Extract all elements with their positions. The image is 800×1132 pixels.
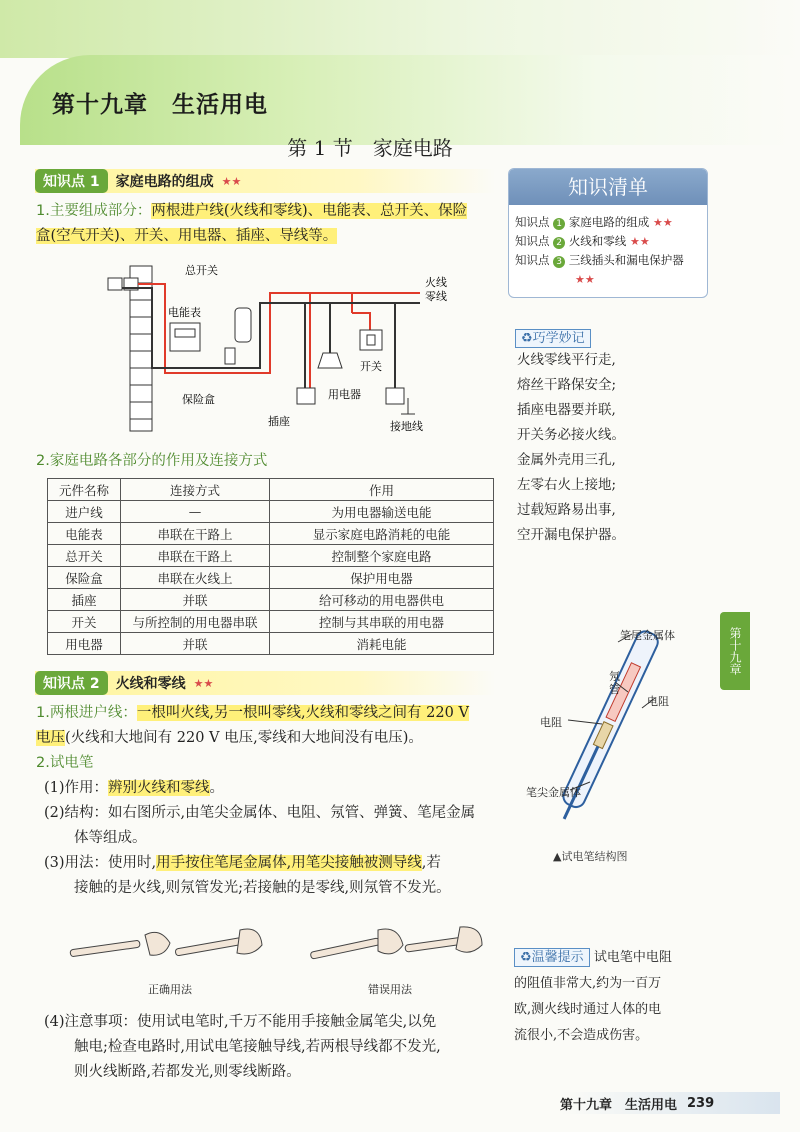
table-row (48, 633, 494, 655)
poem-line: 左零右火上接地; (517, 477, 617, 493)
s2-heading: 2.试电笔 (36, 755, 94, 771)
usage-correct-label: 正确用法 (148, 983, 192, 996)
table-cell: 用电器 (48, 633, 121, 655)
label-switch: 开关 (360, 360, 382, 373)
tip2-tag (514, 948, 590, 967)
kp1-title: 家庭电路的组成 (115, 174, 214, 190)
label-total-switch: 总开关 (185, 264, 218, 277)
tip2-line2: 的阻值非常大,约为一百万 (514, 976, 662, 991)
correct-usage-pens (70, 929, 262, 957)
p1-text-b: 盒(空气开关)、开关、用电器、插座、导线等。 (36, 228, 338, 244)
tip1-tag-text: 巧学妙记 (532, 331, 585, 346)
checklist-prefix: 知识点 (515, 234, 550, 248)
kp1-tag: 知识点 1 (35, 169, 108, 193)
table-cell: 串联在干路上 (121, 523, 270, 545)
footer (560, 1092, 780, 1114)
table-row (48, 545, 494, 567)
table-cell: 显示家庭电路消耗的电能 (270, 523, 494, 545)
main-switch-shape (235, 308, 251, 342)
label-neon: 氖管 (609, 670, 620, 696)
table-cell: 控制与其串联的用电器 (270, 611, 494, 633)
table-header-row (48, 479, 494, 501)
checklist-prefix: 知识点 (515, 215, 550, 229)
table-header: 连接方式 (121, 479, 270, 501)
s2-1-end: 。 (209, 780, 225, 796)
ground-socket-shape (386, 388, 404, 404)
s1-hl-b: 电压 (36, 730, 65, 746)
checklist-prefix: 知识点 (515, 253, 550, 267)
kp2-stars: ★★ (193, 676, 214, 690)
kp2-title: 火线和零线 (115, 676, 186, 692)
label-tail-metal: 笔尾金属体 (620, 629, 675, 642)
table-cell: 开关 (48, 611, 121, 633)
tip1-icon: ♻ (521, 331, 533, 346)
lamp-shape (318, 353, 342, 368)
s2-3-b: 接触的是火线,则氖管发光;若接触的是零线,则氖管不发光。 (74, 880, 451, 896)
checklist-stars: ★★ (652, 216, 673, 229)
poem-line: 过载短路易出事, (517, 502, 616, 518)
label-fuse: 保险盒 (182, 393, 215, 406)
kp2-header (35, 671, 495, 695)
s2-2-b: 体等组成。 (74, 830, 147, 846)
poem-line: 空开漏电保护器。 (517, 527, 625, 543)
checklist-text: 家庭电路的组成 (568, 215, 650, 229)
kp2-tag: 知识点 2 (35, 671, 108, 695)
table-cell: 串联在干路上 (121, 545, 270, 567)
label-tip-metal: 笔尖金属体 (526, 786, 581, 799)
meter-display (175, 329, 195, 337)
brick-wall (130, 266, 152, 431)
tip1-poem (517, 348, 707, 548)
pen-usage-illustration (60, 915, 500, 975)
page-number: 239 (687, 1095, 715, 1111)
tip2-line3: 欧,测火线时通过人体的电 (514, 1002, 662, 1017)
label-appliance: 用电器 (328, 388, 361, 401)
checklist-title: 知识清单 (509, 169, 707, 205)
components-table (47, 478, 494, 655)
table-cell: 保护用电器 (270, 567, 494, 589)
s1-rest: (火线和大地间有 220 V 电压,零线和大地间没有电压)。 (65, 730, 423, 746)
table-row (48, 501, 494, 523)
table-header: 元件名称 (48, 479, 121, 501)
table-row (48, 567, 494, 589)
p1-text-a: 两根进户线(火线和零线)、电能表、总开关、保险 (151, 203, 468, 219)
socket-shape (297, 388, 315, 404)
tip2-tag-text: 温馨提示 (531, 950, 584, 965)
checklist-num: 2 (553, 237, 565, 249)
table-cell: 并联 (121, 589, 270, 611)
kp1-paragraph (36, 199, 496, 249)
checklist-num: 1 (553, 218, 565, 230)
poem-line: 开关务必接火线。 (517, 427, 625, 443)
checklist-item[interactable] (509, 213, 707, 232)
s2-1-label: (1)作用： (44, 780, 109, 796)
table-cell: 为用电器输送电能 (270, 501, 494, 523)
checklist-num: 3 (553, 256, 565, 268)
kp1-stars: ★★ (221, 174, 242, 188)
label-meter: 电能表 (168, 306, 201, 319)
test-pen-diagram (520, 620, 720, 840)
checklist-text: 火线和零线 (568, 234, 627, 248)
s2-4-b: 触电;检查电路时,用试电笔接触导线,若两根导线都不发光, (74, 1039, 441, 1055)
label-neutral: 零线 (425, 290, 447, 303)
poem-line: 金属外壳用三孔, (517, 452, 616, 468)
s2-3-a-end: ,若 (421, 855, 441, 871)
table-cell: 插座 (48, 589, 121, 611)
s1-label: 1.两根进户线： (36, 705, 137, 721)
table-cell: 消耗电能 (270, 633, 494, 655)
table-header: 作用 (270, 479, 494, 501)
tip2-line4: 流很小,不会造成伤害。 (514, 1028, 649, 1043)
poem-line: 插座电器要并联, (517, 402, 616, 418)
table-row (48, 589, 494, 611)
chapter-title: 第十九章 生活用电 (52, 92, 268, 118)
poem-line: 熔丝干路保安全; (517, 377, 617, 393)
s2-1-hl: 辨别火线和零线 (108, 780, 210, 796)
wrong-usage-pens (310, 927, 482, 959)
household-circuit-diagram (90, 258, 470, 438)
tip2-line1: 试电笔中电阻 (593, 950, 672, 965)
table-cell: 控制整个家庭电路 (270, 545, 494, 567)
pen-caption: ▲试电笔结构图 (553, 850, 628, 863)
kp2-body (36, 701, 506, 901)
table-cell: 串联在火线上 (121, 567, 270, 589)
checklist-item[interactable] (509, 251, 707, 289)
table-row (48, 523, 494, 545)
knowledge-checklist (508, 168, 708, 298)
kp1-header (35, 169, 495, 193)
tip1-box (515, 327, 591, 346)
label-resistor-left: 电阻 (540, 716, 562, 729)
checklist-stars: ★★ (629, 235, 650, 248)
s2-4-a: (4)注意事项：使用试电笔时,千万不能用手接触金属笔尖,以免 (44, 1014, 437, 1030)
s2-2-a: (2)结构：如右图所示,由笔尖金属体、电阻、氖管、弹簧、笔尾金属 (44, 805, 476, 821)
p1-label: 1.主要组成部分： (36, 203, 152, 219)
label-resistor-right: 电阻 (647, 695, 669, 708)
fuse-shape (225, 348, 235, 364)
table-cell: 与所控制的用电器串联 (121, 611, 270, 633)
tip2-box (514, 945, 714, 1049)
s2-4-c: 则火线断路,若都发光,则零线断路。 (74, 1064, 301, 1080)
p2-heading: 2.家庭电路各部分的作用及连接方式 (36, 453, 268, 469)
table-cell: 保险盒 (48, 567, 121, 589)
banner-top-band (0, 0, 800, 58)
checklist-item[interactable] (509, 232, 707, 251)
light-switch-toggle (367, 335, 375, 345)
label-socket: 插座 (268, 415, 290, 428)
tip1-tag (515, 329, 591, 348)
s2-3-label: (3)用法：使用时, (44, 855, 157, 871)
checklist-stars: ★★ (575, 273, 595, 286)
footer-chapter: 第十九章 生活用电 (560, 1097, 678, 1113)
table-row (48, 611, 494, 633)
tip2-icon: ♻ (520, 950, 532, 965)
label-live: 火线 (425, 276, 447, 289)
label-ground: 接地线 (390, 420, 423, 433)
s2-3-hl: 用手按住笔尾金属体,用笔尖接触被测导线 (156, 855, 422, 871)
table-cell: 并联 (121, 633, 270, 655)
poem-line: 火线零线平行走, (517, 352, 616, 368)
checklist-text: 三线插头和漏电保护器 (568, 253, 684, 267)
chapter-side-tab[interactable]: 第十九章 (720, 612, 750, 690)
table-cell: 电能表 (48, 523, 121, 545)
table-cell: — (121, 501, 270, 523)
s2-4-paragraph (44, 1010, 504, 1085)
table-cell: 进户线 (48, 501, 121, 523)
section-title: 第 1 节 家庭电路 (287, 136, 453, 160)
usage-wrong-label: 错误用法 (368, 983, 412, 996)
table-cell: 给可移动的用电器供电 (270, 589, 494, 611)
insulator-1 (108, 278, 122, 290)
table-cell: 总开关 (48, 545, 121, 567)
s1-hl-a: 一根叫火线,另一根叫零线,火线和零线之间有 220 V (136, 705, 469, 721)
